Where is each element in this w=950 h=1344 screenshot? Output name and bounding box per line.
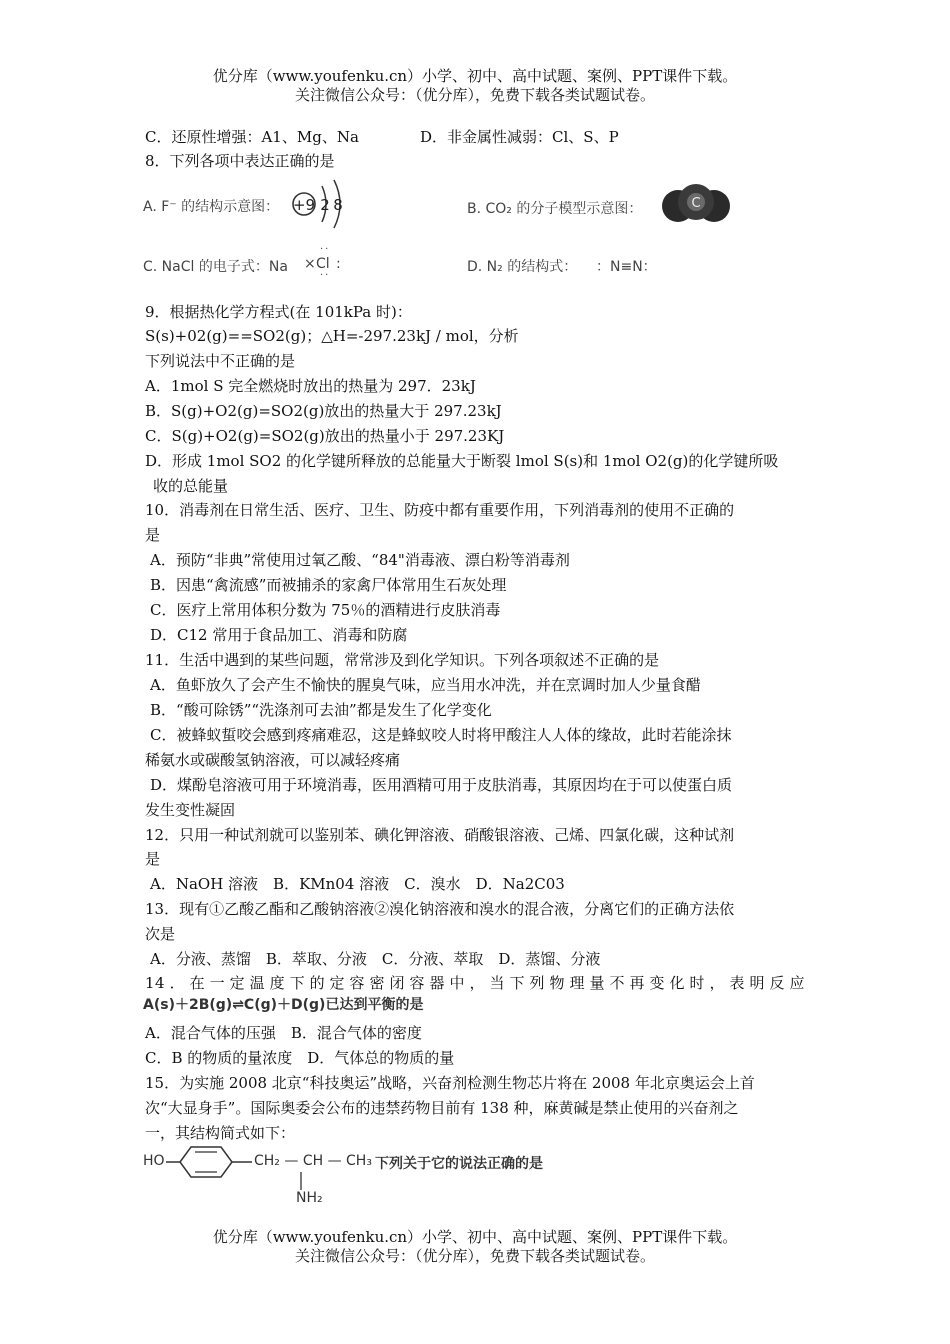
nucleus-charge: +9 <box>292 196 316 214</box>
q15-stem-2: 次“大显身手”。国际奥委会公布的违禁药物目前有 138 种，麻黄碱是禁止使用的兴奋剂之 <box>145 1099 739 1117</box>
side-chain: CH₂ — CH — CH₃ <box>254 1153 372 1169</box>
fluoride-ion-diagram <box>290 176 360 232</box>
q10-stem-2: 是 <box>145 526 161 544</box>
q11-option-c-1: C．被蜂蚁蜇咬会感到疼痛难忍，这是蜂蚁咬人时将甲酸注人人体的缘故，此时若能涂抹 <box>150 726 732 744</box>
q14-options-ab: A．混合气体的压强 B．混合气体的密度 <box>145 1024 422 1042</box>
header-line-1: 优分库（www.youfenku.cn）小学、初中、高中试题、案例、PPT课件下载。 <box>212 67 738 85</box>
q11-option-a: A．鱼虾放久了会产生不愉快的腥臭气味，应当用水冲洗，并在烹调时加人少量食醋 <box>150 676 701 694</box>
q12-stem-1: 12．只用一种试剂就可以鉴别苯、碘化钾溶液、硝酸银溶液、己烯、四氯化碳，这种试剂 <box>145 826 735 844</box>
q12-options: A．NaOH 溶液 B．KMn04 溶液 C．溴水 D．Na2C03 <box>150 875 565 893</box>
hydroxyl-group: HO <box>143 1153 165 1169</box>
electron-dots-right: : <box>336 256 341 272</box>
footer-line-2: 关注微信公众号：（优分库），免费下载各类试题试卷。 <box>294 1247 655 1265</box>
q13-stem-2: 次是 <box>145 925 176 943</box>
q14-stem-1: 14．在一定温度下的定容密闭容器中，当下列物理量不再变化时，表明反应 <box>145 974 805 992</box>
chlorine-symbol: Cl <box>316 256 330 272</box>
q15-stem-1: 15．为实施 2008 北京“科技奥运”战略，兴奋剂检测生物芯片将在 2008 年北京奥运会上首 <box>145 1074 755 1092</box>
q8-option-d-label: D. N₂ 的结构式： <box>467 259 578 275</box>
first-shell-electrons: 2 <box>320 196 330 214</box>
co2-molecule-model <box>660 180 732 228</box>
q11-option-b: B．“酸可除锈”“洗涤剂可去油”都是发生了化学变化 <box>150 701 492 719</box>
q12-stem-2: 是 <box>145 850 161 868</box>
q14-reaction-equation: A(s)＋2B(g)⇌C(g)＋D(g)已达到平衡的是 <box>143 997 424 1013</box>
amino-group: NH₂ <box>296 1190 323 1206</box>
q7-option-d: D．非金属性减弱：Cl、S、P <box>420 128 619 146</box>
q9-option-d-2: 收的总能量 <box>153 477 229 495</box>
q8-option-b-label: B. CO₂ 的分子模型示意图： <box>467 201 643 217</box>
q8-option-c-label: C. NaCl 的电子式：Na <box>143 259 288 275</box>
q7-option-c: C．还原性增强：A1、Mg、Na <box>145 128 359 146</box>
q8-stem: 8．下列各项中表达正确的是 <box>145 152 335 170</box>
q15-stem-3: 一，其结构简式如下： <box>145 1124 296 1142</box>
second-shell-electrons: 8 <box>333 196 343 214</box>
q13-stem-1: 13．现有①乙酸乙酯和乙酸钠溶液②溴化钠溶液和溴水的混合液，分离它们的正确方法依 <box>145 900 735 918</box>
q10-stem-1: 10．消毒剂在日常生活、医疗、卫生、防疫中都有重要作用，下列消毒剂的使用不正确的 <box>145 501 735 519</box>
q11-stem: 11．生活中遇到的某些问题，常常涉及到化学知识。下列各项叙述不正确的是 <box>145 651 660 669</box>
q13-options: A．分液、蒸馏 B．萃取、分液 C．分液、萃取 D．蒸馏、分液 <box>150 950 601 968</box>
q10-option-d: D．C12 常用于食品加工、消毒和防腐 <box>150 626 408 644</box>
q9-option-a: A．1mol S 完全燃烧时放出的热量为 297．23kJ <box>145 377 476 395</box>
n2-structural-formula: ：N≡N： <box>596 259 657 275</box>
q9-stem-3: 下列说法中不正确的是 <box>145 352 296 370</box>
electron-dots-bottom: ·· <box>320 270 331 281</box>
amine-bond <box>296 1172 306 1192</box>
footer-line-1: 优分库（www.youfenku.cn）小学、初中、高中试题、案例、PPT课件下载。 <box>212 1228 738 1246</box>
q14-options-cd: C．B 的物质的量浓度 D．气体总的物质的量 <box>145 1049 455 1067</box>
electron-cross: × <box>304 256 316 272</box>
carbon-atom-label: C <box>691 196 701 211</box>
q11-option-d-1: D．煤酚皂溶液可用于环境消毒，医用酒精可用于皮肤消毒，其原因均在于可以使蛋白质 <box>150 776 733 794</box>
electron-dots-top: ·· <box>320 244 331 255</box>
q9-option-b: B．S(g)+O2(g)=SO2(g)放出的热量大于 297.23kJ <box>145 402 502 420</box>
q9-option-d-1: D．形成 1mol SO2 的化学键所释放的总能量大于断裂 lmol S(s)和 1mol O2(g)的化学键所吸 <box>145 452 779 470</box>
q9-option-c: C．S(g)+O2(g)=SO2(g)放出的热量小于 297.23KJ <box>145 427 505 445</box>
q9-stem-2: S(s)+02(g)==SO2(g)；△H=-297.23kJ / mol，分析 <box>145 327 519 345</box>
q10-option-b: B．因患“禽流感”而被捕杀的家禽尸体常用生石灰处理 <box>150 576 507 594</box>
q10-option-c: C．医疗上常用体积分数为 75％的酒精进行皮肤消毒 <box>150 601 501 619</box>
q10-option-a: A．预防“非典”常使用过氧乙酸、“84"消毒液、漂白粉等消毒剂 <box>150 551 570 569</box>
q15-question-tail: 下列关于它的说法正确的是 <box>375 1156 543 1172</box>
benzene-ring <box>166 1144 252 1180</box>
q8-option-a-label: A. F⁻ 的结构示意图： <box>143 199 280 215</box>
q11-option-d-2: 发生变性凝固 <box>145 801 236 819</box>
header-line-2: 关注微信公众号：（优分库），免费下载各类试题试卷。 <box>294 86 655 104</box>
q11-option-c-2: 稀氨水或碳酸氢钠溶液，可以减轻疼痛 <box>145 751 401 769</box>
q9-stem-1: 9．根据热化学方程式(在 101kPa 时)： <box>145 303 412 321</box>
